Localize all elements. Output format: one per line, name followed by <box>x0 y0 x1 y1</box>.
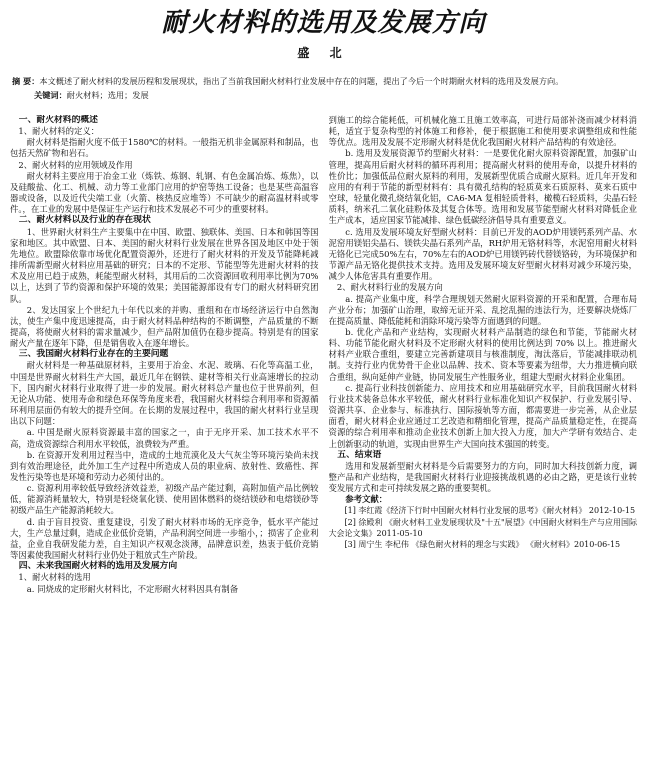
reference-item: [2] 徐殿利 《耐火材料工业发展现状及"十五"展望》《中国耐火材料生产与应用国际大会论文集》2011-05-10 <box>328 517 637 538</box>
author-name: 盛 北 <box>297 46 350 60</box>
left-column <box>10 115 319 755</box>
body-paragraph: a. 中国是耐火原料资源最丰富的国家之一，由于无序开采、加工技术水平不高，造成资源综合利用水平较低，浪费较为严重。 <box>10 427 319 449</box>
section-heading: 四、未来我国耐火材料的选用及发展方向 <box>18 561 178 572</box>
references-heading: 参考文献： <box>345 494 388 505</box>
keywords <box>6 89 641 101</box>
body-paragraph: 耐火材料主要应用于冶金工业（炼铁、炼钢、轧钢、有色金属冶炼、炼焦），以及硅酸盐、化工、机械、动力等工业部门应用的炉窑等热工设备；也是某些高温容器或设备，以及近代尖端工业（火箭、核热反应堆等）不可缺少的耐高温材料或零件。，在工业的发展中是保证生产运行和技术发展必不可少的重要材料。 <box>10 170 319 215</box>
section-heading: 三、我国耐火材料行业存在的主要问题 <box>18 349 169 360</box>
section-heading: 五、结束语 <box>337 449 382 460</box>
body-paragraph: c. 选用及发展环境友好型耐火材料：目前已开发的AOD炉用镁钙系列产品、水泥窑用镁铝尖晶石、镁铁尖晶石系列产品，RH炉用无铬材料等，水泥窑用耐火材料无铬化已完成50%左右，70%左右的AOD炉已用镁钙砖代替镁铬砖，为环境保护和节源产品无铬化提供技术支持。选用及发展环境友好型耐火材料对减少环境污染，减少人体危害具有重要作用。 <box>328 226 637 282</box>
right-column <box>329 115 638 755</box>
body-paragraph: b. 选用及发展资源节约型耐火材料：一是要优化耐火原料资源配置，加强矿山管理，提高用后耐火材料的循环再利用；提高耐火材料的使用寿命，以提升材料的性价比；加强低品位耐火原料的利用，发展新型优质合成耐火原料。近几年开发和应用的有利于节能的新型材料有：具有微孔结构的轻质莫来石质原料、莫来石质中空球，轻量化微孔烧结氧化铝，CA6-MA 复相轻质骨料，橄榄石轻质料，尖晶石轻质料，纳米孔二氧化硅粉体及其复合体等。选用和发展节能型耐火材料对降低企业生产成本，适应国家节能减排、绿色低碳经济倡导具有重要意义。 <box>328 148 637 226</box>
subsection-heading: 1、耐火材料的定义： <box>18 126 100 137</box>
abstract-text: 本文概述了耐火材料的发展历程和发展现状，指出了当前我国耐火材料行业发展中存在的问题，提出了今后一个时期耐火材料的选用及发展方向。 <box>39 76 564 86</box>
keywords-label: 关键词： <box>34 90 67 100</box>
reference-item: [3] 周宁生 李杞伟 《绿色耐火材料的理念与实践》 《耐火材料》2010-06-15 <box>344 539 621 549</box>
section-heading: 一、耐火材料的概述 <box>18 115 98 125</box>
body-paragraph: 选用和发展新型耐火材料是今后需要努力的方向，同时加大科技创新力度，调整产品和产业结构，是我国耐火材料行业迎接挑战机遇的必由之路，更是该行业转变发展方式和走可持续发展之路的重要契机。 <box>328 460 637 494</box>
paper-title: 耐火材料的选用及发展方向 <box>161 8 486 38</box>
keywords-text: 耐火材料；选用；发展 <box>66 90 149 100</box>
body-paragraph: 耐火材料是一种基础原材料，主要用于冶金、水泥、玻璃、石化等高温工业，中国是世界耐火材料生产大国，最近几年在钢铁、建材等相关行业高速增长的拉动下，国内耐火材料行业取得了进一步的发展。耐火材料总产量也位于世界前列，但无论从功能、使用寿命和绿色环保等角度来看，我国耐火材料综合利用率和资源循环利用层面仍有较大的提升空间。在长期的发展过程中，我国的耐火材料行业呈现出以下问题： <box>10 360 319 427</box>
body-paragraph: 2、发达国家上个世纪九十年代以来的并购、重组和在市场经济运行中自然淘汰，使生产集中度迅速提高，由于耐火材料品种结构的不断调整，产品质量的不断提高，将使耐火材料的需求量减少，但产品附加值仍在稳步提高。特别是有的国家耐火产量在逐年下降，但是销售收入在逐年增长。 <box>10 304 319 349</box>
body-paragraph: 耐火材料是指耐火度不低于1580℃的材料。一般指无机非金属原料和制品，也包括天然矿物和岩石。 <box>10 137 319 159</box>
body-paragraph: d. 由于盲目投资、重复建设，引发了耐火材料市场的无序竞争，低水平产能过大，生产总量过剩，造成企业低价竞销，产品利润空间进一步缩小，；损害了企业利益，企业自我研发能力差，自主知识产权观念淡薄，品牌意识差，热衷于低价竞销等因素使我国耐火材料行业仍处于粗放式生产阶段。 <box>10 516 319 561</box>
body-columns <box>6 115 641 755</box>
body-paragraph: b. 在资源开发利用过程当中，造成的土地荒漠化及大气灰尘等环境污染尚未找到有效治理途径，此外加工生产过程中所造成人员的职业病、放射性、致癌性、挥发性污染等也是环境和劳动力必须付出的。 <box>10 449 319 482</box>
body-paragraph: 1、世界耐火材料生产主要集中在中国、欧盟、独联体、美国、日本和韩国等国家和地区。其中欧盟、日本、美国的耐火材料行业发展在世界各国及地区中处于领先地位。欧盟除依靠市场优化配置资源外，还进行了耐火材料的开发及节能降耗减排所需新型耐火材料应用基础的研究；日本的不定形、节能型等先进耐火材料的技术及应用已趋于成熟，耗能型耐火材料，其用后的二次资源回收利用率比例为70%以上，达到了节约资源和保护环境的效果；美国能源部设有专门的耐火材料研究团队。 <box>10 226 319 304</box>
body-paragraph: 到施工的综合能耗低，可机械化施工且施工效率高，可进行局部补浇而减少材料消耗，适宜于复杂构型的衬体施工和修补，便于根据施工和使用要求调整组成和性能等优点。选用及发展不定形耐火材料是优化我国耐火材料产品结构的有效途径。 <box>328 115 637 148</box>
body-paragraph: c. 资源利用率较低导致经济效益差，初级产品产能过剩，高附加值产品比例较低，能源消耗量较大，特别是轻烧氧化镁、使用固体燃料的烧结镁砂和电熔镁砂等初级产品生产能源消耗较大。 <box>10 483 319 516</box>
section-heading: 二、耐火材料以及行业的存在现状 <box>18 215 151 226</box>
abstract-label: 摘 要： <box>12 76 40 86</box>
body-paragraph: a. 提高产业集中度，科学合理规划天然耐火原料资源的开采和配置，合理布局产业分布；加强矿山治理，取缔无证开采、乱挖乱掘的违法行为，还要解决烧炼厂在提高质量、降低能耗和消除环境污染等方面遇到的问题。 <box>328 293 637 326</box>
subsection-heading: 2、耐火材料的应用领域及作用 <box>18 159 133 170</box>
body-paragraph: a. 同烧成的定形耐火材料比，不定形耐火材料因具有制备 <box>26 583 239 594</box>
abstract <box>6 75 641 87</box>
body-paragraph: b. 优化产品和产业结构，实现耐火材料产品制造的绿色和节能，节能耐火材料、功能节能化耐火材料及不定形耐火材料的使用比例达到 70% 以上。推进耐火材料产业联合重组，要建立完善新建项目与核准制度，淘汰落后，节能减排联动机制。支持行业内优势骨干企业以品牌、技术、资本等要素为纽带，大力推进横向联合重组，纵向延伸产业链，协同发展生产性服务业，组建大型耐火材料企业集团。 <box>328 326 637 382</box>
body-paragraph: c. 提高行业科技创新能力、应用技术和应用基础研究水平，目前我国耐火材料行业技术装备总体水平较低，耐火材料行业标准化知识产权保护、行业发展引导、资源共享、企业参与、标准执行、国际接轨等方面，都需要进一步完善，从企业层面看，耐火材料企业应通过工艺改造和精细化管理，提高产品质量稳定性，在提高资源的综合利用率和推动企业技术创新上加大投入力度，加大产学研有效结合、走上创新驱动的轨道，实现由世界生产大国向技术强国的转变。 <box>328 382 637 449</box>
subsection-heading: 1、耐火材料的选用 <box>18 572 91 583</box>
subsection-heading: 2、耐火材料行业的发展方向 <box>336 282 443 293</box>
reference-item: [1] 李红霞《经济下行时中国耐火材料行业发展的思考》《耐火材料》 2012-10-15 <box>344 506 636 516</box>
